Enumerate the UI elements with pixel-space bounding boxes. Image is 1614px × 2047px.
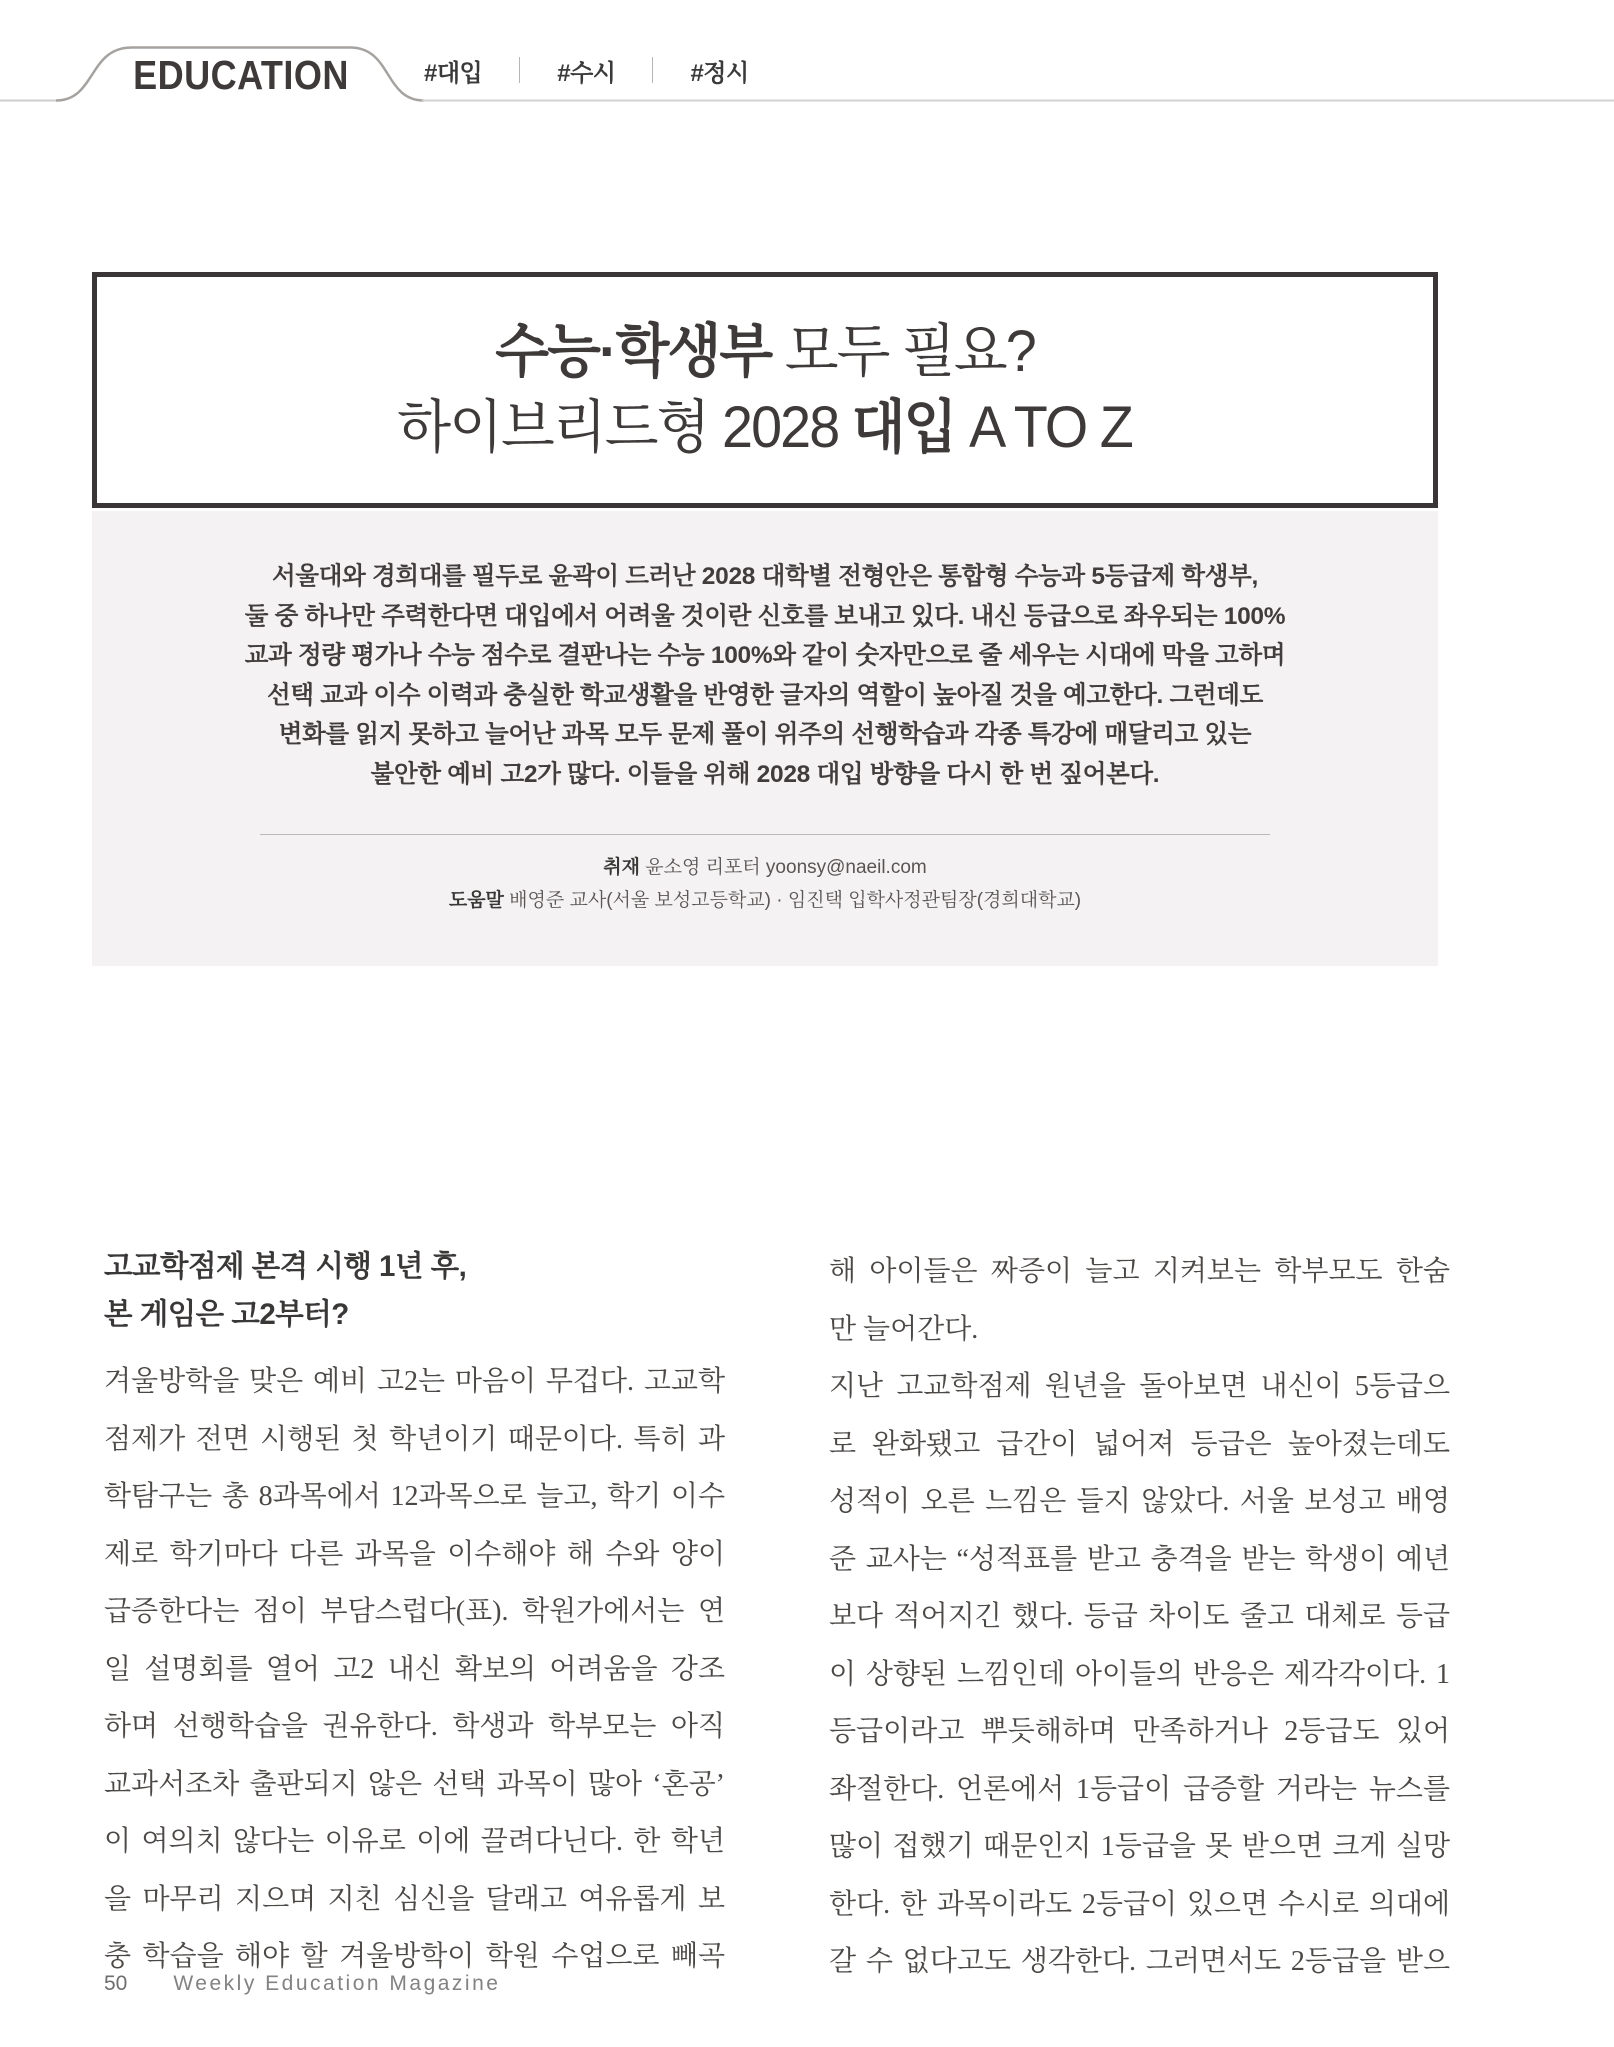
body-line: 겨울방학을 맞은 예비 고2는 마음이 무겁다. 고교학 bbox=[104, 1366, 725, 1397]
page-footer bbox=[104, 1972, 500, 1996]
hashtag-divider bbox=[652, 57, 653, 83]
title-rest: 모두 필요? bbox=[771, 319, 1035, 384]
header-hashtags bbox=[424, 44, 749, 96]
body-line: 학탐구는 총 8과목에서 12과목으로 늘고, 학기 이수 bbox=[104, 1481, 725, 1512]
intro-line: 선택 교과 이수 이력과 충실한 학교생활을 반영한 글자의 역할이 높아질 것을 예고한다. 그런데도 bbox=[267, 681, 1263, 709]
body-line: 좌절한다. 언론에서 1등급이 급증할 거라는 뉴스를 bbox=[829, 1773, 1450, 1805]
body-line: 제로 학기마다 다른 과목을 이수해야 해 수와 양이 bbox=[104, 1538, 725, 1570]
body-line: 점제가 전면 시행된 첫 학년이기 때문이다. 특히 과 bbox=[104, 1423, 725, 1455]
article-title-line-1 bbox=[495, 314, 1035, 390]
body-line: 교과서조차 출판되지 않은 선택 과목이 많아 ‘혼공’ bbox=[104, 1768, 725, 1800]
byline-help-value: 배영준 교사(서울 보성고등학교) · 임진택 입학사정관팀장(경희대학교) bbox=[503, 890, 1082, 911]
article-title-box bbox=[92, 272, 1438, 508]
magazine-name: Weekly Education Magazine bbox=[173, 1972, 501, 1995]
byline bbox=[92, 851, 1438, 917]
body-line: 등급이라고 뿌듯해하며 만족하거나 2등급도 있어 bbox=[829, 1716, 1450, 1747]
body-line: 하며 선행학습을 권유한다. 학생과 학부모는 아직 bbox=[104, 1711, 725, 1742]
article-title-line-2 bbox=[398, 390, 1133, 466]
intro-line: 변화를 읽지 못하고 늘어난 과목 모두 문제 풀이 위주의 선행학습과 각종 특강에 매달리고 있는 bbox=[278, 721, 1252, 748]
body-line: 지난 고교학점제 원년을 돌아보면 내신이 5등급으 bbox=[829, 1371, 1450, 1402]
byline-reporter-value: 윤소영 리포터 yoonsy@naeil.com bbox=[639, 857, 927, 878]
body-line: 충 학습을 해야 할 겨울방학이 학원 수업으로 빼곡 bbox=[104, 1941, 725, 1972]
page-number: 50 bbox=[104, 1972, 128, 1995]
hashtag-daeip: #대입 bbox=[424, 59, 483, 87]
byline-help bbox=[92, 884, 1438, 917]
subheading bbox=[104, 1243, 725, 1339]
body-line: 성적이 오른 느낌은 들지 않았다. 서울 보성고 배영 bbox=[829, 1486, 1450, 1517]
body-line: 보다 적어지긴 했다. 등급 차이도 줄고 대체로 등급 bbox=[829, 1601, 1450, 1632]
body-line: 많이 접했기 때문인지 1등급을 못 받으면 크게 실망 bbox=[829, 1831, 1450, 1862]
body-line: 갈 수 없다고도 생각한다. 그러면서도 2등급을 받으 bbox=[829, 1946, 1450, 1977]
body-line: 급증한다는 점이 부담스럽다(표). 학원가에서는 연 bbox=[104, 1596, 725, 1627]
body-line: 이 여의치 않다는 이유로 이에 끌려다닌다. 한 학년 bbox=[104, 1826, 725, 1857]
intro-text bbox=[92, 511, 1438, 794]
article-body bbox=[104, 1243, 1450, 1991]
hashtag-jeongsi: #정시 bbox=[690, 59, 749, 87]
body-line: 로 완화됐고 급간이 넓어져 등급은 높아졌는데도 bbox=[829, 1428, 1450, 1460]
title-emphasis: 수능·학생부 bbox=[495, 319, 772, 384]
article-column-right bbox=[829, 1243, 1450, 1991]
intro-line: 불안한 예비 고2가 많다. 이들을 위해 2028 대입 방향을 다시 한 번 짚어본다. bbox=[370, 760, 1160, 788]
intro-line: 서울대와 경희대를 필두로 윤곽이 드러난 2028 대학별 전형안은 통합형 수능과 5등급제 학생부, bbox=[272, 563, 1258, 590]
section-label-education: EDUCATION bbox=[133, 52, 349, 98]
article-column-left bbox=[104, 1243, 725, 1991]
body-line: 이 상향된 느낌인데 아이들의 반응은 제각각이다. 1 bbox=[829, 1658, 1450, 1690]
title-post: A TO Z bbox=[955, 395, 1133, 460]
byline-reporter-label: 취재 bbox=[603, 857, 640, 878]
subheading-line: 고교학점제 본격 시행 1년 후, bbox=[104, 1250, 467, 1283]
body-line: 준 교사는 “성적표를 받고 충격을 받는 학생이 예년 bbox=[829, 1543, 1450, 1575]
hashtag-susi: #수시 bbox=[557, 59, 616, 87]
title-pre: 하이브리드형 2028 bbox=[397, 395, 853, 460]
intro-box bbox=[92, 511, 1438, 966]
byline-help-label: 도움말 bbox=[448, 890, 504, 911]
byline-divider bbox=[260, 834, 1270, 835]
body-line: 일 설명회를 열어 고2 내신 확보의 어려움을 강조 bbox=[104, 1653, 725, 1685]
body-line: 해 아이들은 짜증이 늘고 지켜보는 학부모도 한숨 bbox=[829, 1256, 1450, 1287]
body-line: 을 마무리 지으며 지친 심신을 달래고 여유롭게 보 bbox=[104, 1883, 725, 1915]
intro-line: 둘 중 하나만 주력한다면 대입에서 어려울 것이란 신호를 보내고 있다. 내신 등급으로 좌우되는 100% bbox=[244, 602, 1286, 630]
subheading-line: 본 게임은 고2부터? bbox=[104, 1298, 349, 1331]
body-line: 한다. 한 과목이라도 2등급이 있으면 수시로 의대에 bbox=[829, 1888, 1450, 1920]
intro-line: 교과 정량 평가나 수능 점수로 결판나는 수능 100%와 같이 숫자만으로 줄 세우는 시대에 막을 고하며 bbox=[244, 642, 1286, 669]
body-line: 만 늘어간다. bbox=[829, 1313, 979, 1345]
byline-reporter bbox=[92, 851, 1438, 884]
title-emphasis: 대입 bbox=[852, 395, 956, 460]
hashtag-divider bbox=[519, 57, 520, 83]
